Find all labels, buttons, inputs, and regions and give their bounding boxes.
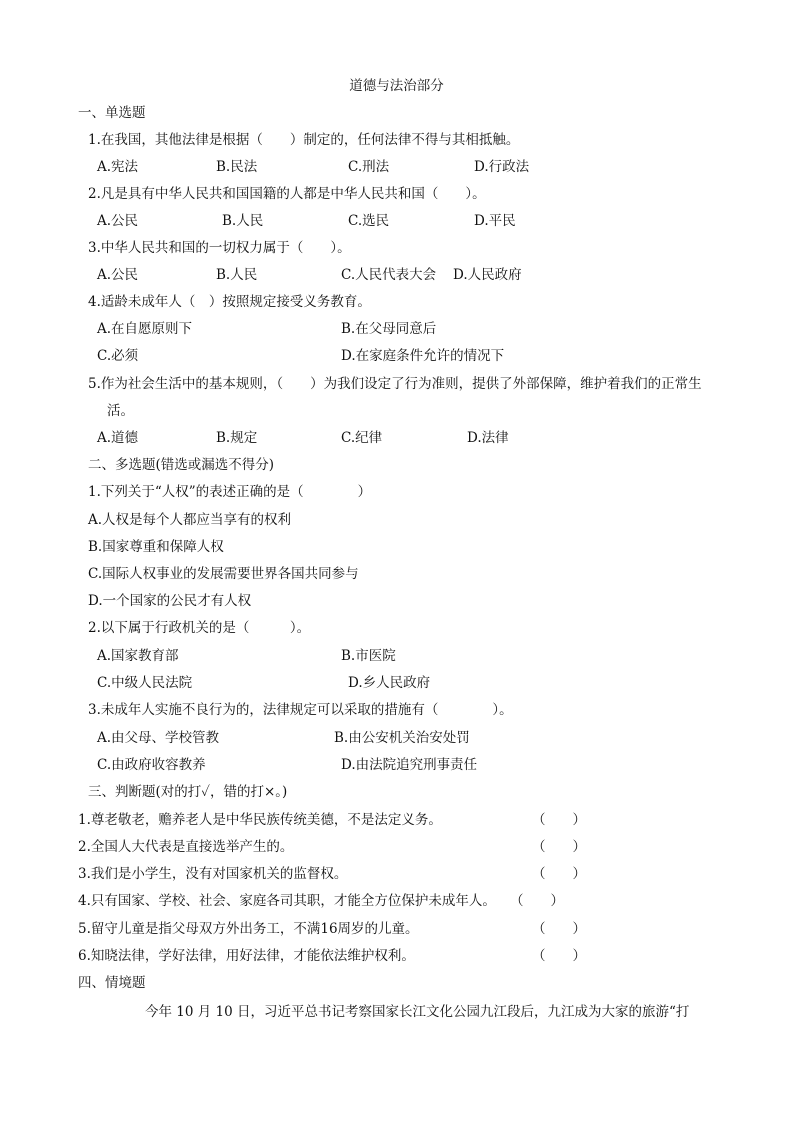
option: B.人民 xyxy=(222,213,264,229)
answer-bracket: （ ） xyxy=(532,948,586,964)
answer-bracket: （ ） xyxy=(532,866,586,882)
option: C.由政府收容教养 xyxy=(97,757,206,773)
judgement-item: 1.尊老敬老，赡养老人是中华民族传统美德，不是法定义务。 xyxy=(78,812,442,828)
answer-bracket: （ ） xyxy=(532,921,586,937)
question-stem: 4.适龄未成年人（ ）按照规定接受义务教育。 xyxy=(88,294,371,310)
page-title: 道德与法治部分 xyxy=(349,78,444,94)
section-heading: 四、情境题 xyxy=(78,975,146,991)
question-stem: 3.中华人民共和国的一切权力属于（ ）。 xyxy=(88,240,351,256)
judgement-item: 4.只有国家、学校、社会、家庭各司其职，才能全方位保护未成年人。 xyxy=(78,893,496,909)
option: D.人民政府 xyxy=(453,267,522,283)
option: A.由父母、学校管教 xyxy=(97,730,220,746)
option: B.在父母同意后 xyxy=(341,321,437,337)
answer-bracket: （ ） xyxy=(532,812,586,828)
section-heading: 一、单选题 xyxy=(78,105,146,121)
option: C.中级人民法院 xyxy=(97,675,193,691)
option: A.宪法 xyxy=(97,159,139,175)
question-stem: 3.未成年人实施不良行为的，法律规定可以采取的措施有（ ）。 xyxy=(88,702,513,718)
option: C.人民代表大会 xyxy=(341,267,437,283)
scenario-paragraph: 今年 10 月 10 日，习近平总书记考察国家长江文化公园九江段后，九江成为大家的旅游“打 xyxy=(145,1004,690,1020)
judgement-item: 5.留守儿童是指父母双方外出务工，不满16周岁的儿童。 xyxy=(78,921,419,937)
option: C.必须 xyxy=(97,348,139,364)
option: C.刑法 xyxy=(348,159,390,175)
judgement-item: 6.知晓法律，学好法律，用好法律，才能依法维护权利。 xyxy=(78,948,415,964)
question-stem: 2.以下属于行政机关的是（ ）。 xyxy=(88,620,311,636)
option: C.纪律 xyxy=(341,430,383,446)
option: D.行政法 xyxy=(474,159,530,175)
answer-bracket: （ ） xyxy=(510,893,564,909)
option: B.由公安机关治安处罚 xyxy=(334,730,470,746)
option: A.道德 xyxy=(97,430,139,446)
judgement-item: 3.我们是小学生，没有对国家机关的监督权。 xyxy=(78,866,348,882)
question-stem: 5.作为社会生活中的基本规则，（ ）为我们设定了行为准则，提供了外部保障，维护着我们的正常生 xyxy=(88,376,702,392)
question-stem: 2.凡是具有中华人民共和国国籍的人都是中华人民共和国（ ）。 xyxy=(88,186,486,202)
section-heading: 二、多选题(错选或漏选不得分) xyxy=(88,457,275,473)
option: D.乡人民政府 xyxy=(348,675,431,691)
option: A.公民 xyxy=(97,267,139,283)
option: A.人权是每个人都应当享有的权利 xyxy=(88,512,292,528)
option: C.国际人权事业的发展需要世界各国共同参与 xyxy=(88,566,359,582)
option: B.市医院 xyxy=(341,648,396,664)
option: B.民法 xyxy=(216,159,258,175)
question-stem: 1.下列关于“人权”的表述正确的是（ ） xyxy=(88,484,372,500)
option: B.国家尊重和保障人权 xyxy=(88,539,224,555)
option: D.由法院追究刑事责任 xyxy=(341,757,478,773)
option: D.平民 xyxy=(474,213,516,229)
question-stem: 1.在我国，其他法律是根据（ ）制定的，任何法律不得与其相抵触。 xyxy=(88,132,520,148)
option: B.人民 xyxy=(216,267,258,283)
judgement-item: 2.全国人大代表是直接选举产生的。 xyxy=(78,839,294,855)
option: D.在家庭条件允许的情况下 xyxy=(341,348,505,364)
option: A.国家教育部 xyxy=(97,648,179,664)
option: A.在自愿原则下 xyxy=(97,321,193,337)
option: D.一个国家的公民才有人权 xyxy=(88,593,252,609)
option: D.法律 xyxy=(467,430,509,446)
option: B.规定 xyxy=(216,430,258,446)
option: A.公民 xyxy=(97,213,139,229)
question-stem-continued: 活。 xyxy=(107,403,134,419)
section-heading: 三、判断题(对的打✓，错的打×。) xyxy=(88,784,288,800)
option: C.选民 xyxy=(348,213,390,229)
answer-bracket: （ ） xyxy=(532,839,586,855)
